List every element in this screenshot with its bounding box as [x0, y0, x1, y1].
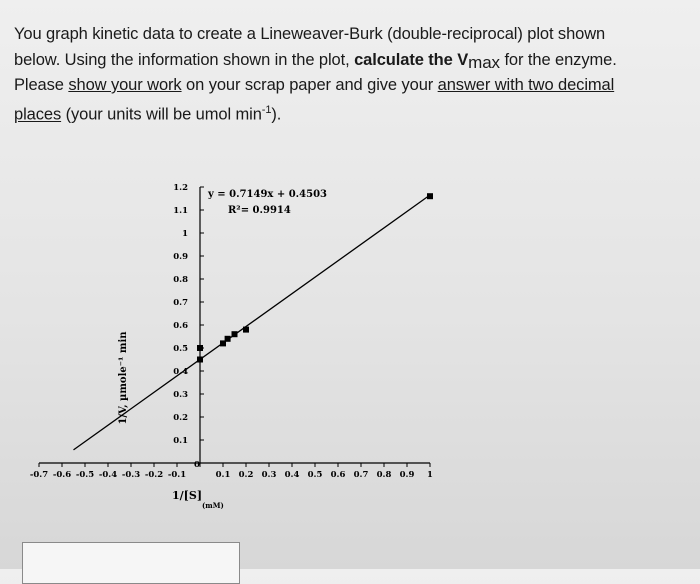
- data-point: [427, 193, 433, 199]
- y-tick-label: 1.1: [173, 206, 188, 216]
- y-axis-label: 1/V, µmole⁻¹ min: [118, 331, 129, 425]
- question-line-3c: on your scrap paper and give your: [181, 76, 438, 94]
- x-tick-label: -0.3: [121, 470, 141, 480]
- places-text: places: [14, 105, 62, 124]
- x-tick-label: -0.7: [29, 470, 49, 480]
- question-line-2b: calculate the V: [354, 51, 469, 69]
- y-tick-label: 1.2: [173, 183, 188, 193]
- data-point: [197, 345, 203, 351]
- question-line-4: [14, 98, 694, 128]
- x-tick-label: 0.7: [353, 470, 369, 480]
- question-line-3a: Please: [14, 76, 69, 94]
- lineweaver-burk-chart: [29, 170, 460, 520]
- question-line-2: [14, 47, 694, 73]
- answer-input[interactable]: [22, 542, 240, 584]
- x-axis-label: 1/[S]: [172, 489, 203, 502]
- x-tick-label: 0.1: [215, 470, 231, 480]
- x-axis-unit: (mM): [202, 501, 224, 510]
- show-work-text: show your work: [68, 76, 182, 94]
- x-tick-label: -0.5: [75, 470, 95, 480]
- question-line-2d: for the enzyme.: [499, 51, 617, 69]
- question-line-4d: ).: [271, 105, 282, 124]
- y-tick-label: 1: [182, 229, 188, 239]
- y-tick-label: 0.7: [173, 298, 188, 308]
- x-tick-label: 0: [194, 460, 200, 470]
- y-tick-label: 0.8: [173, 275, 188, 285]
- data-point: [232, 331, 238, 337]
- data-point: [225, 336, 231, 342]
- data-point: [197, 357, 203, 363]
- y-tick-label: 0.1: [173, 436, 188, 446]
- r-squared-label: R²= 0.9914: [228, 205, 291, 216]
- data-point: [243, 327, 249, 333]
- y-ticks: [173, 183, 204, 446]
- plot-area: [30, 183, 433, 510]
- y-tick-label: 0.4: [173, 367, 188, 377]
- y-tick-label: 0.5: [173, 344, 188, 354]
- question-line-3: [14, 73, 694, 98]
- question-line-4b: (your units will be umol min: [61, 105, 262, 124]
- x-tick-label: 0.6: [330, 470, 346, 480]
- x-tick-label: -0.6: [52, 470, 72, 480]
- y-tick-label: 0.6: [173, 321, 188, 331]
- x-tick-label: -0.1: [167, 470, 187, 480]
- x-tick-label: -0.4: [98, 470, 118, 480]
- x-tick-label: 0.4: [284, 470, 300, 480]
- units-exponent: -1: [261, 104, 272, 116]
- vmax-subscript: max: [468, 53, 500, 72]
- x-tick-label: -0.2: [144, 470, 164, 480]
- y-tick-label: 0.9: [173, 252, 188, 262]
- two-decimal-text: answer with two decimal: [437, 76, 615, 94]
- y-tick-label: 0.3: [173, 390, 188, 400]
- question-text: [14, 22, 694, 128]
- x-tick-label: 0.2: [238, 470, 254, 480]
- x-tick-label: 0.3: [261, 470, 277, 480]
- question-line-2a: below. Using the information shown in the plot,: [14, 51, 355, 69]
- question-line-1: You graph kinetic data to create a Lineweaver-Burk (double-reciprocal) plot shown: [14, 25, 606, 43]
- x-tick-label: 0.9: [399, 470, 415, 480]
- equation-label: y = 0.7149x + 0.4503: [208, 189, 327, 200]
- x-tick-label: 1: [427, 470, 433, 480]
- x-tick-label: 0.8: [376, 470, 392, 480]
- y-tick-label: 0.2: [173, 413, 188, 423]
- x-tick-label: 0.5: [307, 470, 323, 480]
